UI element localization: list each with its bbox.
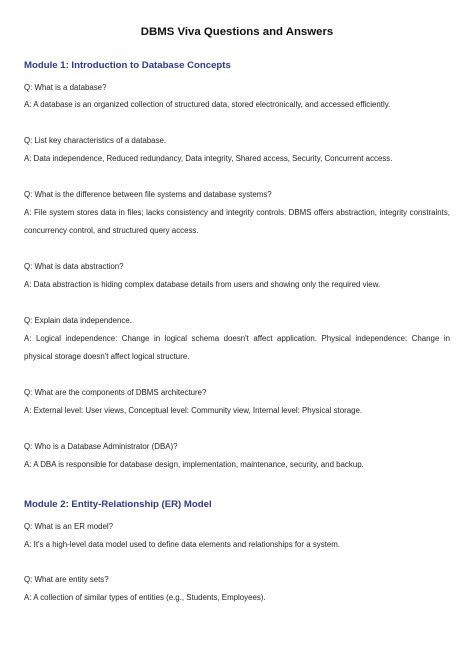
module-heading: Module 2: Entity-Relationship (ER) Model xyxy=(24,499,212,510)
document-title: DBMS Viva Questions and Answers xyxy=(140,26,334,38)
question-text: Q: What is data abstraction? xyxy=(24,262,124,271)
question-text: Q: Who is a Database Administrator (DBA)? xyxy=(24,442,178,451)
answer-text: A: External level: User views, Conceptual level: Community view, Internal level: Physical storage. xyxy=(24,406,363,415)
question-text: Q: Explain data independence. xyxy=(24,316,132,325)
answer-text: A: It's a high-level data model used to define data elements and relationships for a system. xyxy=(24,540,340,549)
question-text: Q: What is an ER model? xyxy=(24,522,114,531)
answer-text: A: A collection of similar types of entities (e.g., Students, Employees). xyxy=(24,593,266,602)
question-text: Q: What are the components of DBMS architecture? xyxy=(24,388,207,397)
answer-text: A: A DBA is responsible for database design, implementation, maintenance, security, and backup. xyxy=(24,460,364,469)
question-text: Q: What is a database? xyxy=(24,83,107,92)
question-text: Q: List key characteristics of a database. xyxy=(24,136,167,145)
answer-text: A: Data abstraction is hiding complex database details from users and showing only the required view. xyxy=(24,280,381,289)
answer-text: A: Data independence, Reduced redundancy, Data integrity, Shared access, Security, Concurrent access. xyxy=(24,154,393,163)
answer-text: A: File system stores data in files; lacks consistency and integrity controls. DBMS offers abstraction, integrity constraints, concurrency control, and structured query access. xyxy=(24,208,450,235)
module-heading: Module 1: Introduction to Database Concepts xyxy=(24,60,231,71)
question-text: Q: What is the difference between file systems and database systems? xyxy=(24,190,272,199)
answer-text: A: Logical independence: Change in logical schema doesn't affect application. Physical independence: Change in physical storage doesn't affect logical structure. xyxy=(24,334,450,361)
question-text: Q: What are entity sets? xyxy=(24,575,109,584)
answer-text: A: A database is an organized collection of structured data, stored electronically, and accessed efficiently. xyxy=(24,100,391,109)
